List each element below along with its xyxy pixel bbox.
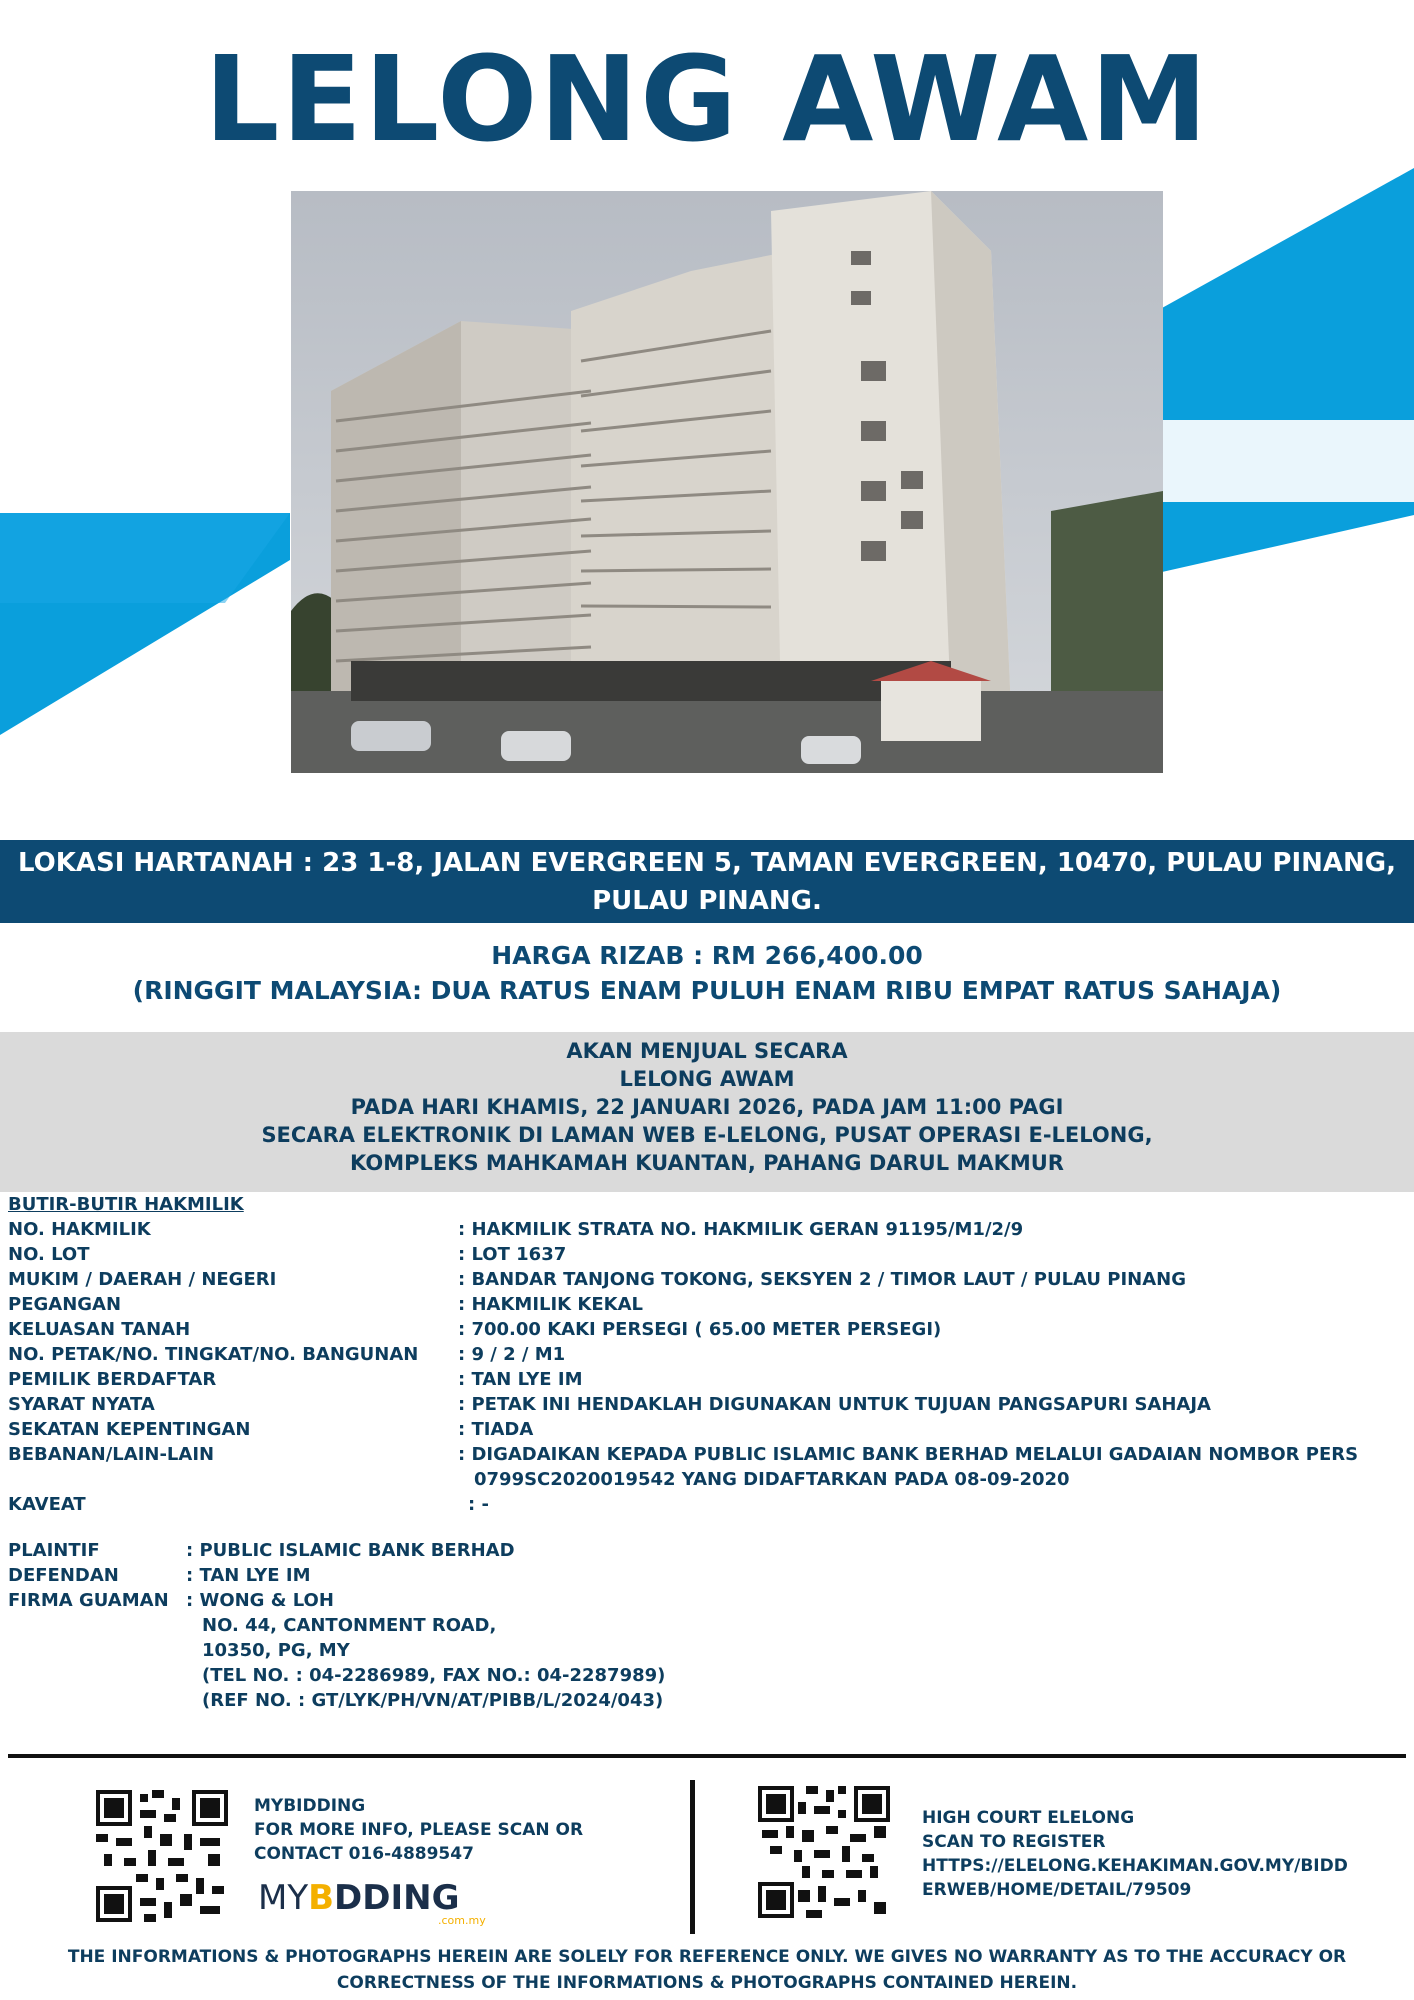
details-row xyxy=(8,1267,1408,1292)
details-label: PEGANGAN xyxy=(8,1294,122,1315)
elelong-url[interactable]: HTTPS://ELELONG.KEHAKIMAN.GOV.MY/BIDD xyxy=(922,1856,1348,1876)
elelong-info xyxy=(922,1806,1382,1902)
auction-line: LELONG AWAM xyxy=(619,1067,795,1091)
details-value: : DIGADAIKAN KEPADA PUBLIC ISLAMIC BANK BERHAD MELALUI GADAIAN NOMBOR PERS xyxy=(458,1444,1359,1465)
details-label: MUKIM / DAERAH / NEGERI xyxy=(8,1269,277,1290)
details-heading: BUTIR-BUTIR HAKMILIK xyxy=(8,1194,244,1215)
details-label: SEKATAN KEPENTINGAN xyxy=(8,1419,251,1440)
footer-vertical-divider xyxy=(690,1780,695,1934)
law-firm-row xyxy=(8,1588,665,1613)
details-label: SYARAT NYATA xyxy=(8,1394,155,1415)
details-label: KAVEAT xyxy=(8,1494,86,1515)
law-firm-phone: (TEL NO. : 04-2286989, FAX NO.: 04-2287989) xyxy=(202,1665,666,1686)
details-value: : BANDAR TANJONG TOKONG, SEKSYEN 2 / TIMOR LAUT / PULAU PINANG xyxy=(458,1269,1187,1290)
location-banner: LOKASI HARTANAH : 23 1-8, JALAN EVERGREEN 5, TAMAN EVERGREEN, 10470, PULAU PINANG, PULAU PINANG. xyxy=(0,840,1414,923)
logo-part-b: B xyxy=(308,1878,335,1918)
details-value: : PETAK INI HENDAKLAH DIGUNAKAN UNTUK TUJUAN PANGSAPURI SAHAJA xyxy=(458,1394,1211,1415)
elelong-instruction: SCAN TO REGISTER xyxy=(922,1832,1106,1852)
law-firm-reference: (REF NO. : GT/LYK/PH/VN/AT/PIBB/L/2024/043) xyxy=(202,1690,664,1711)
details-value: : HAKMILIK KEKAL xyxy=(458,1294,643,1315)
plaintiff-row xyxy=(8,1538,665,1563)
details-row xyxy=(8,1417,1408,1442)
details-row xyxy=(8,1492,1408,1517)
details-value: : TIADA xyxy=(458,1419,534,1440)
parties-section xyxy=(8,1538,665,1713)
logo-part-my: MY xyxy=(258,1878,309,1918)
details-label: NO. PETAK/NO. TINGKAT/NO. BANGUNAN xyxy=(8,1344,419,1365)
details-label: NO. LOT xyxy=(8,1244,90,1265)
disclaimer-line: CORRECTNESS OF THE INFORMATIONS & PHOTOGRAPHS CONTAINED HEREIN. xyxy=(336,1973,1078,1993)
mybidding-instruction: FOR MORE INFO, PLEASE SCAN OR xyxy=(254,1820,584,1840)
defendant-label: DEFENDAN xyxy=(8,1565,119,1586)
page-title: LELONG AWAM xyxy=(204,30,1210,168)
mybidding-info xyxy=(254,1794,654,1866)
details-value: : 9 / 2 / M1 xyxy=(458,1344,566,1365)
details-label: NO. HAKMILIK xyxy=(8,1219,151,1240)
logo-domain: .com.my xyxy=(438,1914,486,1927)
details-heading-row xyxy=(8,1192,1408,1217)
details-value: : HAKMILIK STRATA NO. HAKMILIK GERAN 91195/M1/2/9 xyxy=(458,1219,1024,1240)
elelong-qr-code[interactable] xyxy=(758,1786,890,1918)
details-row xyxy=(8,1367,1408,1392)
defendant-value: : TAN LYE IM xyxy=(186,1565,311,1586)
disclaimer xyxy=(0,1944,1414,1996)
auction-line: SECARA ELEKTRONIK DI LAMAN WEB E-LELONG, PUSAT OPERASI E-LELONG, xyxy=(261,1123,1153,1147)
details-row xyxy=(8,1442,1408,1492)
mybidding-contact: CONTACT 016-4889547 xyxy=(254,1844,474,1864)
elelong-url-continued[interactable]: ERWEB/HOME/DETAIL/79509 xyxy=(922,1880,1192,1900)
mybidding-name: MYBIDDING xyxy=(254,1796,366,1816)
title-details xyxy=(8,1192,1408,1517)
law-firm-value: : WONG & LOH xyxy=(186,1590,334,1611)
details-value: : 700.00 KAKI PERSEGI ( 65.00 METER PERSEGI) xyxy=(458,1319,942,1340)
details-row xyxy=(8,1217,1408,1242)
law-firm-label: FIRMA GUAMAN xyxy=(8,1590,169,1611)
mybidding-logo xyxy=(258,1880,498,1936)
disclaimer-line: THE INFORMATIONS & PHOTOGRAPHS HEREIN ARE SOLELY FOR REFERENCE ONLY. WE GIVES NO WARRANTY AS TO THE ACCURACY OR xyxy=(67,1947,1347,1967)
details-value: : LOT 1637 xyxy=(458,1244,567,1265)
auction-line: AKAN MENJUAL SECARA xyxy=(566,1039,848,1063)
logo-part-rest: DDING xyxy=(334,1878,460,1918)
details-row xyxy=(8,1317,1408,1342)
property-photo xyxy=(291,191,1163,773)
plaintiff-value: : PUBLIC ISLAMIC BANK BERHAD xyxy=(186,1540,515,1561)
plaintiff-label: PLAINTIF xyxy=(8,1540,100,1561)
details-row xyxy=(8,1292,1408,1317)
details-row xyxy=(8,1392,1408,1417)
reserve-price xyxy=(0,938,1414,1008)
details-label: KELUASAN TANAH xyxy=(8,1319,191,1340)
law-firm-address-line: NO. 44, CANTONMENT ROAD, xyxy=(202,1615,497,1636)
reserve-price-amount: HARGA RIZAB : RM 266,400.00 xyxy=(491,941,923,970)
reserve-price-words: (RINGGIT MALAYSIA: DUA RATUS ENAM PULUH ENAM RIBU EMPAT RATUS SAHAJA) xyxy=(132,976,1282,1005)
details-label: PEMILIK BERDAFTAR xyxy=(8,1369,217,1390)
law-firm-address-line: 10350, PG, MY xyxy=(202,1640,350,1661)
details-label: BEBANAN/LAIN-LAIN xyxy=(8,1444,215,1465)
auction-notice xyxy=(0,1032,1414,1192)
defendant-row xyxy=(8,1563,665,1588)
elelong-title: HIGH COURT ELELONG xyxy=(922,1808,1135,1828)
details-row xyxy=(8,1242,1408,1267)
details-value: : - xyxy=(468,1494,489,1515)
details-value-continued: 0799SC2020019542 YANG DIDAFTARKAN PADA 08-09-2020 xyxy=(474,1469,1070,1490)
auction-line: PADA HARI KHAMIS, 22 JANUARI 2026, PADA JAM 11:00 PAGI xyxy=(350,1095,1064,1119)
mybidding-qr-code[interactable] xyxy=(96,1790,228,1922)
details-value: : TAN LYE IM xyxy=(458,1369,583,1390)
details-row xyxy=(8,1342,1408,1367)
footer-divider xyxy=(8,1754,1406,1758)
auction-line: KOMPLEKS MAHKAMAH KUANTAN, PAHANG DARUL MAKMUR xyxy=(350,1151,1064,1175)
